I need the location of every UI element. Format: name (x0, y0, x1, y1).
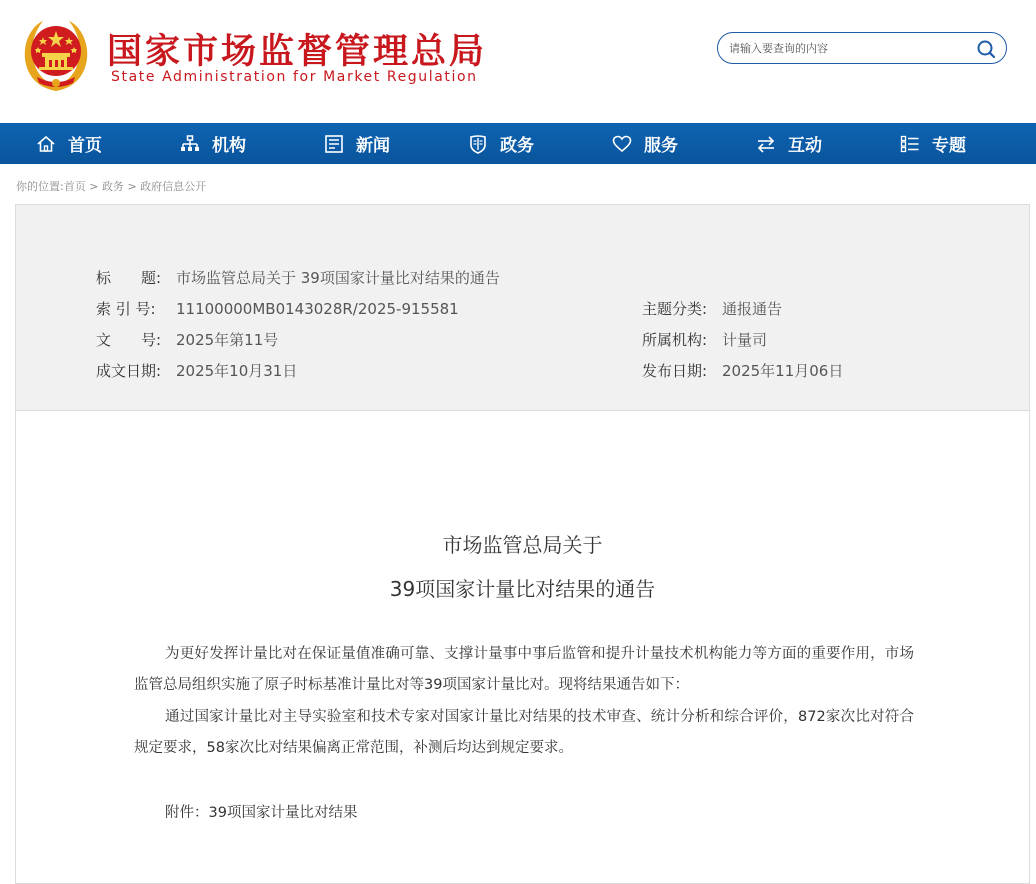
nav-label: 专题 (932, 136, 966, 156)
meta-docno-label: 文 号: (96, 331, 162, 349)
meta-title-value: 市场监管总局关于 39项国家计量比对结果的通告 (176, 269, 500, 287)
breadcrumb-link-info-disclosure[interactable]: 政府信息公开 (140, 180, 207, 193)
meta-org-label: 所属机构: (642, 331, 708, 349)
breadcrumb-prefix: 你的位置: (16, 180, 64, 193)
nav-item-interaction[interactable] (756, 123, 822, 164)
meta-org-value: 计量司 (722, 331, 768, 349)
meta-index-label: 索 引 号: (96, 300, 156, 318)
main-nav (0, 123, 1036, 164)
meta-title-row (96, 267, 500, 288)
meta-published-row (642, 360, 843, 381)
list-icon (900, 134, 920, 154)
heart-icon (612, 134, 632, 154)
nav-item-services[interactable] (612, 123, 678, 164)
meta-published-value: 2025年11月06日 (722, 362, 844, 380)
meta-created-row (96, 360, 297, 381)
meta-index-row (96, 298, 459, 319)
news-icon (324, 134, 344, 154)
article-attachment[interactable]: 附件：39项国家计量比对结果 (165, 805, 358, 821)
article-paragraph: 通过国家计量比对主导实验室和技术专家对国家计量比对结果的技术审查、统计分析和综合评价，872家次比对符合规定要求，58家次比对结果偏离正常范围，补测后均达到规定要求。 (134, 709, 914, 756)
search-input[interactable] (729, 39, 969, 57)
nav-item-government-affairs[interactable] (468, 123, 534, 164)
breadcrumb-separator: > (127, 180, 137, 193)
nav-label: 新闻 (356, 136, 390, 156)
nav-label: 首页 (68, 136, 102, 156)
site-header (0, 0, 1036, 123)
meta-created-label: 成文日期: (96, 362, 162, 380)
nav-item-org[interactable] (180, 123, 246, 164)
home-icon (36, 134, 56, 154)
nav-label: 互动 (788, 136, 822, 156)
article-title-line-2: 39项国家计量比对结果的通告 (389, 577, 656, 601)
breadcrumb-separator: > (89, 180, 99, 193)
meta-title-label: 标 题: (96, 269, 162, 287)
meta-topic-label: 主题分类: (642, 300, 708, 318)
breadcrumb-link-government-affairs[interactable]: 政务 (101, 180, 124, 193)
meta-topic-value: 通报通告 (722, 300, 783, 318)
meta-topic-row (642, 298, 782, 319)
meta-org-row (642, 329, 767, 350)
national-emblem-logo[interactable] (21, 17, 91, 93)
article-paragraph: 为更好发挥计量比对在保证量值准确可靠、支撑计量事中事后监管和提升计量技术机构能力等方面的重要作用，市场监管总局组织实施了原子时标基准计量比对等39项国家计量比对。现将结果通告如下： (134, 646, 914, 693)
nav-item-topics[interactable] (900, 123, 966, 164)
breadcrumb (16, 178, 206, 194)
search-box (717, 32, 1007, 64)
org-chart-icon (180, 134, 200, 154)
document-metadata (16, 205, 1029, 411)
nav-label: 服务 (644, 136, 678, 156)
meta-index-value: 11100000MB0143028R/2025-915581 (176, 300, 459, 318)
nav-item-home[interactable] (36, 123, 102, 164)
meta-docno-value: 2025年第11号 (176, 331, 279, 349)
article-container (15, 204, 1030, 884)
site-title-english: State Administration for Market Regulation (111, 69, 478, 85)
nav-label: 机构 (212, 136, 246, 156)
meta-published-label: 发布日期: (642, 362, 708, 380)
nav-label: 政务 (500, 136, 534, 156)
breadcrumb-link-home[interactable]: 首页 (63, 180, 86, 193)
site-title-chinese[interactable]: 国家市场监督管理总局 (107, 32, 488, 72)
meta-docno-row (96, 329, 278, 350)
shield-book-icon (468, 134, 488, 154)
nav-item-news[interactable] (324, 123, 390, 164)
meta-created-value: 2025年10月31日 (176, 362, 298, 380)
article-title-line-1: 市场监管总局关于 (442, 533, 603, 557)
exchange-arrows-icon (756, 134, 776, 154)
search-icon[interactable] (976, 39, 996, 59)
